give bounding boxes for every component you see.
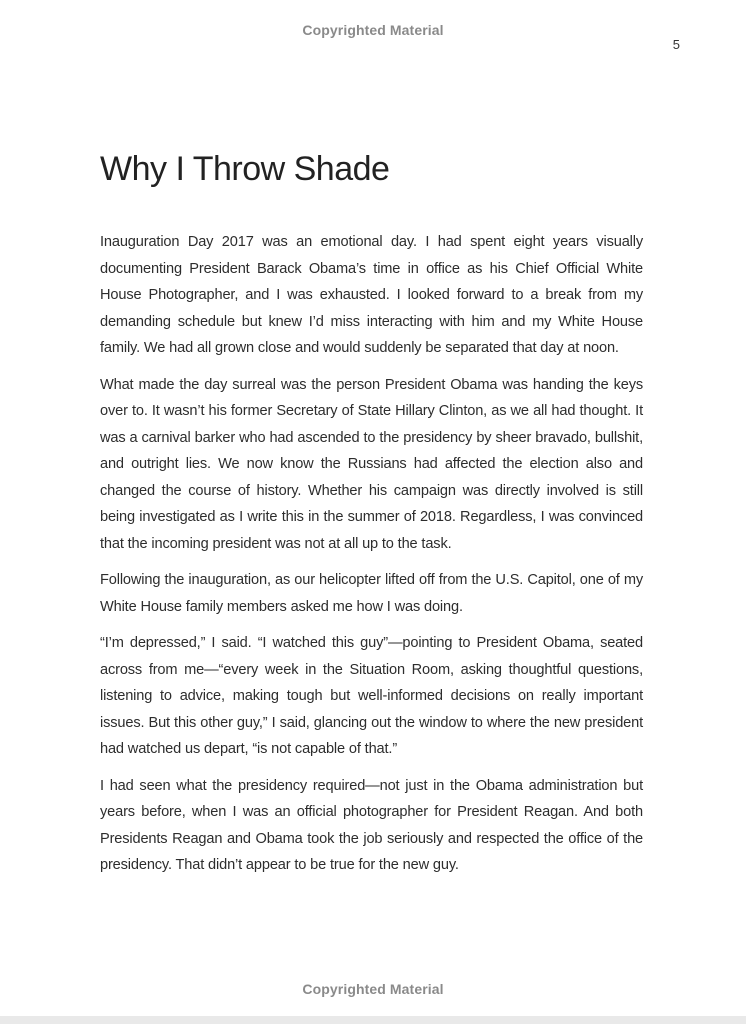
paragraph: “I’m depressed,” I said. “I watched this guy”—pointing to President Obama, seated across from me—“every week in the Situation Room, asking thoughtful questions, listening to advice, making tough but well-informed decisions on really important issues. But this other guy,” I said, glancing out the window to where the new president had watched us depart, “is not capable of that.” (100, 635, 643, 757)
chapter-title: Why I Throw Shade (100, 150, 390, 188)
body-text (100, 229, 643, 889)
paragraph: Following the inauguration, as our helicopter lifted off from the U.S. Capitol, one of my White House family members asked me how I was doing. (100, 572, 643, 615)
page-number: 5 (672, 37, 680, 52)
paragraph: Inauguration Day 2017 was an emotional day. I had spent eight years visually documenting President Barack Obama’s time in office as his Chief Official White House Photographer, and I was exhausted. I looked forward to a break from my demanding schedule but knew I’d miss interacting with him and my White House family. We had all grown close and would suddenly be separated that day at noon. (100, 234, 643, 356)
paragraph: What made the day surreal was the person President Obama was handing the keys over to. It wasn’t his former Secretary of State Hillary Clinton, as we all had thought. It was a carnival barker who had ascended to the presidency by sheer bravado, bullshit, and outright lies. We now know the Russians had affected the election also and changed the course of history. Whether his campaign was directly involved is still being investigated as I write this in the summer of 2018. Regardless, I was convinced that the incoming president was not at all up to the task. (100, 376, 643, 552)
copyright-watermark-top: Copyrighted Material (302, 22, 444, 38)
copyright-watermark-bottom: Copyrighted Material (302, 981, 444, 997)
page-bottom-edge (0, 1016, 746, 1024)
paragraph: I had seen what the presidency required—not just in the Obama administration but years before, when I was an official photographer for President Reagan. And both Presidents Reagan and Obama took the job seriously and respected the office of the presidency. That didn’t appear to be true for the new guy. (100, 777, 643, 873)
